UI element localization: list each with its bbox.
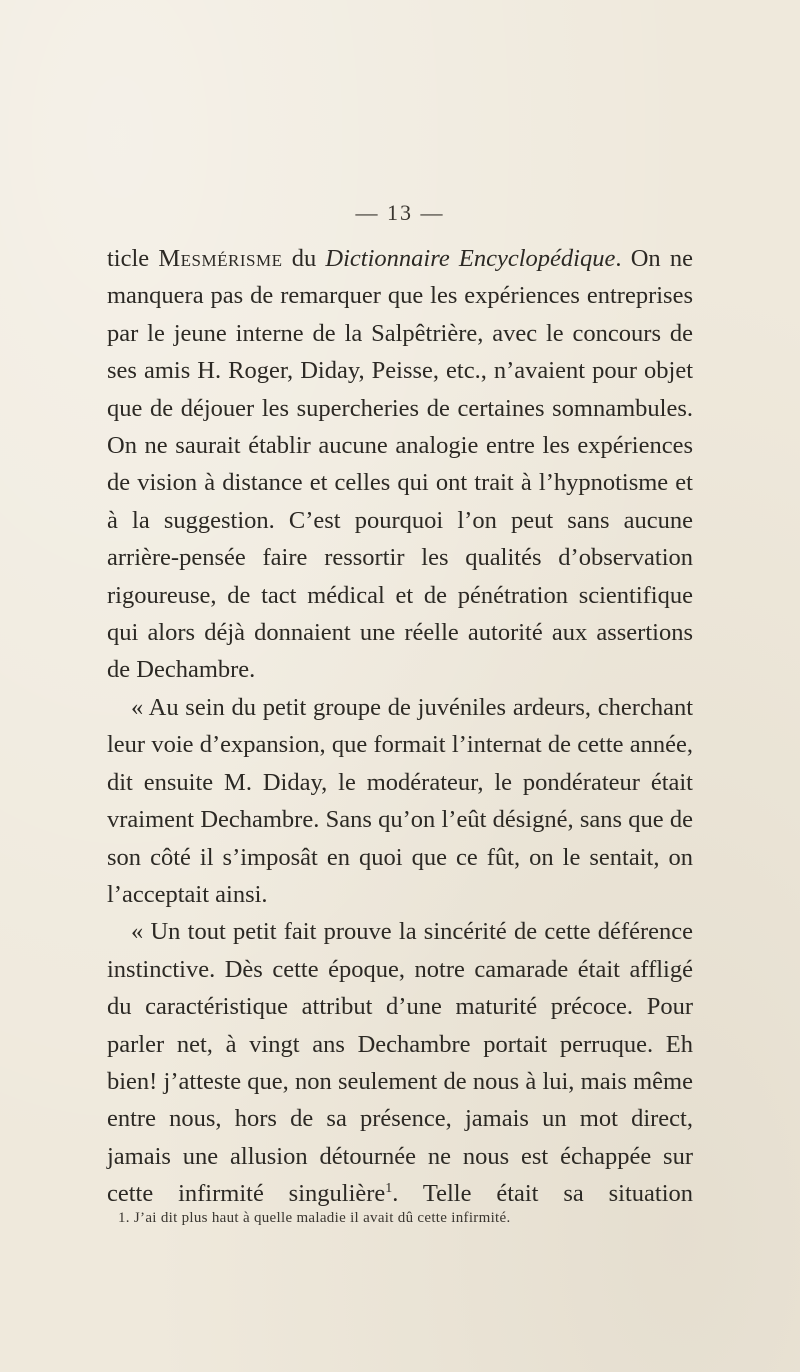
paragraph-3-text: « Un tout petit fait prouve la sincérité de cette déférence instinctive. Dès cette époque, notre camarade était affligé du caractéristique attribut d’une maturité précoce. Pour parler net, à vingt ans Dechambre portait perruque. Eh bien! j’atteste que, non seulement de nous à lui, mais même entre nous, hors de sa présence, jamais un mot direct, jamais une allusion détournée ne nous est échappée sur cette infirmité singulière: [107, 918, 693, 1208]
paragraph-2: « Au sein du petit groupe de juvéniles ardeurs, cherchant leur voie d’expansion, que formait l’internat de cette année, dit ensuite M. Diday, le modérateur, le pondérateur était vraiment Dechambre. Sans qu’on l’eût désigné, sans que de son côté il s’imposât en quoi que ce fût, on le sentait, on l’acceptait ainsi.: [107, 693, 693, 908]
paragraph-3-tail: . Telle était sa situation: [392, 1180, 693, 1208]
footnote: [118, 1208, 698, 1228]
smallcaps-term: Mesmérisme: [158, 245, 283, 272]
lead-word: ticle: [107, 245, 150, 272]
page-number: — 13 —: [355, 200, 445, 225]
paragraph-1: [107, 240, 693, 689]
footnote-ref: 1: [385, 1181, 393, 1196]
body-text: [107, 240, 693, 1213]
connector-word: du: [291, 245, 317, 272]
paragraph-1-rest: . On ne manquera pas de remarquer que les expériences entreprises par le jeune interne de la Salpêtrière, avec le concours de ses amis H. Roger, Diday, Peisse, etc., n’avaient pour objet que de déjouer les supercheries de certaines somnambules. On ne saurait établir aucune analogie entre les expériences de vision à distance et celles qui ont trait à l’hypnotisme et à la suggestion. C’est pourquoi l’on peut sans aucune arrière-pensée faire ressortir les qualités d’observation rigoureuse, de tact médical et de pénétration scientifique qui alors déjà donnaient une réelle autorité aux assertions de Dechambre.: [107, 245, 693, 684]
footnote-number: 1.: [118, 1210, 130, 1226]
paragraph-3: [107, 913, 693, 1212]
italic-title: Dictionnaire Encyclopédique: [325, 245, 616, 272]
footnote-text: J’ai dit plus haut à quelle maladie il avait dû cette infirmité.: [133, 1210, 511, 1226]
